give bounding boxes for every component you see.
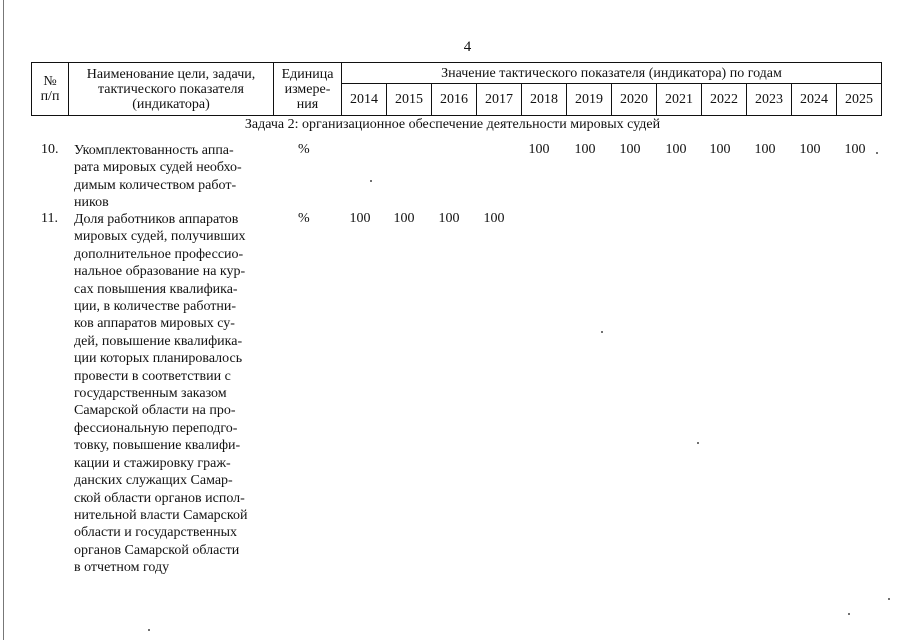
column-name-header: Наименование цели, задачи, тактического показателя (индикатора) [69, 63, 274, 116]
column-unit-header: Единица измере- ния [274, 63, 342, 116]
row-number: 10. [41, 142, 59, 157]
value-cell: 100 [754, 142, 776, 157]
value-cell: 100 [619, 142, 641, 157]
scan-speck [148, 629, 150, 631]
scan-speck [888, 598, 890, 600]
year-header: 2018 [522, 84, 567, 116]
year-header: 2022 [702, 84, 747, 116]
value-cell: 100 [799, 142, 821, 157]
task-heading: Задача 2: организационное обеспечение деятельности мировых судей [244, 117, 661, 132]
value-cell: 100 [438, 211, 460, 226]
value-cell: 100 [709, 142, 731, 157]
value-cell: 100 [528, 142, 550, 157]
value-cell: 100 [844, 142, 866, 157]
year-header: 2016 [432, 84, 477, 116]
year-header: 2024 [792, 84, 837, 116]
scan-speck [848, 613, 850, 615]
year-header: 2023 [747, 84, 792, 116]
year-header: 2015 [387, 84, 432, 116]
year-header: 2017 [477, 84, 522, 116]
value-cell: 100 [349, 211, 371, 226]
values-by-year-header: Значение тактического показателя (индикатора) по годам [342, 63, 882, 84]
page-left-border [3, 0, 4, 640]
year-header: 2021 [657, 84, 702, 116]
indicator-name: Укомплектованность аппа- рата мировых судей необхо- димым количеством работ- ников [74, 143, 242, 211]
scan-speck [370, 180, 372, 182]
scan-speck [876, 152, 878, 154]
row-number: 11. [41, 211, 58, 226]
value-cell: 100 [393, 211, 415, 226]
scan-speck [697, 442, 699, 444]
indicator-table-header [31, 62, 882, 116]
unit-value: % [298, 211, 310, 226]
indicator-name: Доля работников аппаратов мировых судей, получивших дополнительное профессио- нальное образование на кур- сах повышения квалифика- ции, в количестве работни- ков аппаратов мировых су- дей, повышение квалифика- ции которых планировалось провести в соответствии с государственным заказом Самарской области на про- фессиональную переподго- товку, повышение квалифи- кации и стажировку граж- данских служащих Самар- ской области органов испол- нительной власти Самарской области и государственных органов Самарской области в отчетном году [74, 212, 248, 576]
year-header: 2020 [612, 84, 657, 116]
year-header: 2014 [342, 84, 387, 116]
value-cell: 100 [483, 211, 505, 226]
year-header: 2019 [567, 84, 612, 116]
page-number: 4 [463, 39, 472, 55]
unit-value: % [298, 142, 310, 157]
value-cell: 100 [665, 142, 687, 157]
scan-speck [601, 331, 603, 333]
column-number-header: № п/п [32, 63, 69, 116]
year-header: 2025 [837, 84, 882, 116]
value-cell: 100 [574, 142, 596, 157]
